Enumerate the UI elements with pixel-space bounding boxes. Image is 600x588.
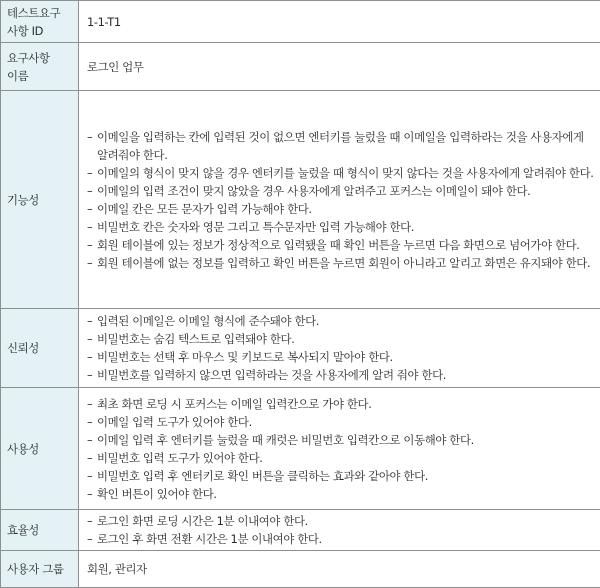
dash-marker: – <box>87 532 93 546</box>
list-item <box>87 530 594 548</box>
list-item <box>87 413 594 431</box>
list-item-text: 로그인 후 화면 전환 시간은 1분 이내여야 한다. <box>97 532 322 546</box>
row-requirement-name <box>1 43 600 91</box>
list-item-text: 이메일 칸은 모든 문자가 입력 가능해야 한다. <box>97 201 312 216</box>
dash-marker: – <box>87 129 93 144</box>
row-user-group <box>1 551 600 588</box>
list-item-text: 로그인 화면 로딩 시간은 1분 이내여야 한다. <box>97 514 308 528</box>
dash-marker: – <box>87 165 93 180</box>
dash-marker: – <box>87 414 93 429</box>
list-item <box>87 467 594 485</box>
row-efficiency <box>1 510 600 551</box>
dash-marker: – <box>87 219 93 234</box>
label-efficiency: 효율성 <box>1 510 79 551</box>
dash-marker: – <box>87 237 93 252</box>
label-functional: 기능성 <box>1 91 79 309</box>
list-item <box>87 236 594 254</box>
efficiency-list <box>87 512 594 548</box>
list-item <box>87 312 594 330</box>
list-item <box>87 164 594 182</box>
list-item <box>87 512 594 530</box>
row-usability <box>1 388 600 510</box>
list-item <box>87 449 594 467</box>
row-reliability <box>1 309 600 388</box>
list-item <box>87 254 594 272</box>
list-item-text: 비밀번호 입력 후 엔터키로 확인 버튼을 클릭하는 효과와 같아야 한다. <box>97 468 429 483</box>
list-item-text: 비밀번호 칸은 숫자와 영문 그리고 특수문자만 입력 가능해야 한다. <box>97 219 415 234</box>
dash-marker: – <box>87 450 93 465</box>
list-item-text: 비밀번호 입력 도구가 있어야 한다. <box>97 450 263 465</box>
list-item-text: 입력된 이메일은 이메일 형식에 준수돼야 한다. <box>97 314 320 328</box>
dash-marker: – <box>87 514 93 528</box>
dash-marker: – <box>87 432 93 447</box>
value-test-id: 1-1-T1 <box>79 1 600 43</box>
label-requirement-name-line1: 요구사항 <box>7 50 50 65</box>
list-item-text: 회원 테이블에 없는 정보를 입력하고 확인 버튼을 누르면 회원이 아니라고 알리고 화면은 유지돼야 한다. <box>97 255 591 270</box>
dash-marker: – <box>87 486 93 501</box>
label-test-id-line2: 사항 ID <box>7 23 44 38</box>
list-item <box>87 200 594 218</box>
value-efficiency <box>79 510 600 551</box>
list-item-text: 비밀번호는 숨김 텍스트로 입력돼야 한다. <box>97 332 295 346</box>
dash-marker: – <box>87 183 93 198</box>
value-user-group: 회원, 관리자 <box>79 551 600 588</box>
dash-marker: – <box>87 314 93 328</box>
label-reliability: 신뢰성 <box>1 309 79 388</box>
list-item <box>87 330 594 348</box>
list-item <box>87 348 594 366</box>
label-requirement-name <box>1 43 79 91</box>
usability-list <box>87 395 594 503</box>
list-item-text: 이메일 입력 도구가 있어야 한다. <box>97 414 252 429</box>
list-item <box>87 182 594 200</box>
list-item-text: 이메일의 입력 조건이 맞지 않았을 경우 사용자에게 알려주고 포커스는 이메일이 돼야 한다. <box>97 183 531 198</box>
functional-list <box>87 128 594 272</box>
list-item <box>87 431 594 449</box>
label-test-id <box>1 1 79 43</box>
value-requirement-name: 로그인 업무 <box>79 43 600 91</box>
dash-marker: – <box>87 255 93 270</box>
list-item-text: 회원 테이블에 있는 정보가 정상적으로 입력됐을 때 확인 버튼을 누르면 다음 화면으로 넘어가야 한다. <box>97 237 580 252</box>
label-test-id-line1: 테스트요구 <box>7 5 61 20</box>
dash-marker: – <box>87 201 93 216</box>
label-requirement-name-line2: 이름 <box>7 68 29 83</box>
dash-marker: – <box>87 350 93 364</box>
list-item-text: 비밀번호를 입력하지 않으면 입력하라는 것을 사용자에게 알려 줘야 한다. <box>97 368 447 382</box>
list-item <box>87 395 594 413</box>
value-reliability <box>79 309 600 388</box>
value-usability <box>79 388 600 510</box>
list-item-text: 이메일을 입력하는 칸에 입력된 것이 없으면 엔터키를 눌렀을 때 이메일을 입력하라는 것을 사용자에게 알려줘야 한다. <box>97 129 584 162</box>
list-item-text: 확인 버튼이 있어야 한다. <box>97 486 217 501</box>
list-item-text: 이메일 입력 후 엔터키를 눌렀을 때 캐럿은 비밀번호 입력칸으로 이동해야 한다. <box>97 432 474 447</box>
label-user-group: 사용자 그룹 <box>1 551 79 588</box>
list-item-text: 이메일의 형식이 맞지 않을 경우 엔터키를 눌렀을 때 형식이 맞지 않다는 것을 사용자에게 알려줘야 한다. <box>97 165 594 180</box>
list-item-text: 비밀번호는 선택 후 마우스 및 키보드로 복사되지 말아야 한다. <box>97 350 393 364</box>
reliability-list <box>87 312 594 384</box>
dash-marker: – <box>87 468 93 483</box>
list-item <box>87 366 594 384</box>
list-item <box>87 218 594 236</box>
dash-marker: – <box>87 396 93 411</box>
value-functional <box>79 91 600 309</box>
label-usability: 사용성 <box>1 388 79 510</box>
list-item <box>87 485 594 503</box>
row-test-id <box>1 1 600 43</box>
dash-marker: – <box>87 368 93 382</box>
list-item <box>87 128 594 164</box>
dash-marker: – <box>87 332 93 346</box>
row-functional <box>1 91 600 309</box>
list-item-text: 최초 화면 로딩 시 포커스는 이메일 입력칸으로 가야 한다. <box>97 396 372 411</box>
